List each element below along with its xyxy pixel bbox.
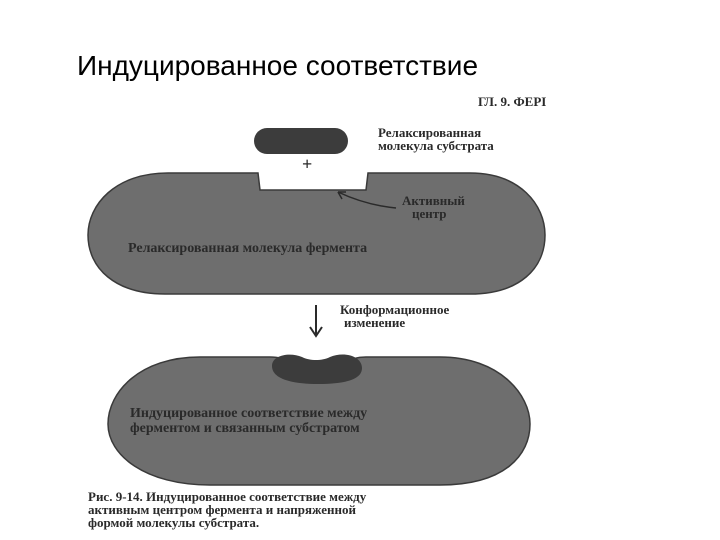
caption-line2: активным центром фермента и напряженной [88,502,357,517]
caption-line3: формой молекулы субстрата. [88,515,260,530]
active-site-label-line1: Активный [402,193,465,208]
enzyme-label: Релаксированная молекула фермента [128,241,368,256]
arrow-label-line2: изменение [344,315,406,330]
relaxed-enzyme-shape [88,173,545,294]
bound-label-line1: Индуцированное соответствие между [130,406,368,421]
bound-substrate-shape [272,354,362,384]
chapter-header: ГЛ. 9. ФЕРІ [478,94,547,109]
relaxed-substrate-shape [254,128,348,154]
substrate-label-line2: молекула субстрата [378,138,494,153]
bound-label-line2: ферментом и связанным субстратом [130,421,360,436]
substrate-label-line1: Релаксированная [378,125,482,140]
slide-title: Индуцированное соответствие [77,50,479,81]
caption-line1: Рис. 9-14. Индуцированное соответствие между [88,489,367,504]
plus-sign: + [302,154,313,174]
active-site-label-line2: центр [412,206,447,221]
arrow-label-line1: Конформационное [340,302,450,317]
